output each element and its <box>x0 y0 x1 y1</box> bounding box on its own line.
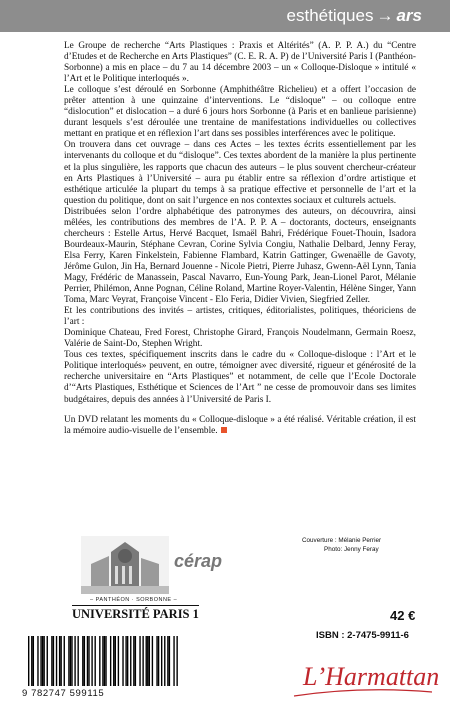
arrow-icon: → <box>376 6 394 25</box>
paragraph-textes: Tous ces textes, spécifiquement inscrits dans le cadre du « Colloque-disloque : l’Art et le Politique interloqués» peuvent, en outre, témoigner avec diversité, rigueur et générosité de la recherche universitaire en “Arts Plastiques” et notamment, de celle que l’Ecole Doctorale d’“Arts Plastiques, Esthétique et Sciences de l’Art ” ne cesse de promouvoir dans ses limites budgétaires, depuis des années à l’Université de Paris I. <box>64 350 416 405</box>
price: 42 € <box>390 608 416 623</box>
paragraph-dvd <box>64 415 416 437</box>
cover-credit: Couverture : Mélanie Perrier <box>302 537 382 544</box>
barcode <box>28 636 178 686</box>
photo-credit: Photo: Jenny Feray <box>324 545 379 553</box>
dvd-text: Un DVD relatant les moments du « Colloque-disloque » a été réalisé. Véritable création, il est la mémoire audio-visuelle de l’ensemble. <box>64 414 416 436</box>
paragraph-intro: Le Groupe de recherche “Arts Plastiques : Praxis et Altérités” (A. P. P. A.) du “Centre d’Etudes et de Recherche en Arts Plastiques” (C. E. R. A. P) de l’Université Paris I (Panthéon-Sorbonne) a mis en place – du 7 au 14 décembre 2003 – un « Colloque-Disloque » intitulé « l’Art et le Politique interloqués ». <box>64 41 416 85</box>
series-title <box>287 6 422 26</box>
series-suffix: ars <box>396 6 422 25</box>
publisher-name: L’Harmattan <box>303 662 440 691</box>
sorbonne-building-logo <box>81 536 169 594</box>
end-square-icon <box>221 427 227 433</box>
paragraph-colloque: Le colloque s’est déroulé en Sorbonne (Amphithéâtre Richelieu) et a offert l’occasion de prêter attention à une quinzaine d’interventions. Le “disloque” – ou colloque entre “dislocution” et dislocation – a duré 6 jours hors Sorbonne (à Paris et en banlieue parisienne) durant lesquels s’est déroulée une trentaine de manifestations individuelles ou collectives mettant en pratique et en réflexion l’art dans ses possibles interférences avec le politique. <box>64 85 416 140</box>
paragraph-invites: Et les contributions des invités – artistes, critiques, éditorialistes, politiques, théoriciens de l’art : <box>64 306 416 328</box>
cerap-logo: cérap <box>174 551 223 571</box>
series-prefix: esthétiques <box>286 6 374 25</box>
university-logo: UNIVERSITÉ PARIS 1 <box>72 607 199 621</box>
isbn: ISBN : 2-7475-9911-6 <box>316 630 409 641</box>
back-cover-text <box>64 41 416 437</box>
paragraph-contributions: Distribuées selon l’ordre alphabétique des patronymes des auteurs, on découvrira, ainsi mêlées, les contributions des membres de l’A. P. P. A – doctorants, docteurs, enseignants chercheurs : Estelle Artus, Hervé Bacquet, Ismaël Bahri, Frédérique Fouet-Thouin, Isadora Bourdeaux-Maurin, Stéphane Cevran, Corine Sylvia Congiu, Nathalie Delbard, Jenny Feray, Elsa Ferry, Karen Finkelstein, Fabienne Flambard, Katrin Gattinger, Gwenaëlle de Gavoty, Jérôme Gulon, Jin Ha, Bernard Jouenne - Nicole Pietri, Pierre Juhasz, Gwenn-Aël Lynn, Tania Magy, Frédéric de Manassein, Pascal Navarro, Eun-Young Park, Jean-Lionel Parot, Mélanie Perrier, Philémon, Anne Pognan, Céline Roland, Martine Royer-Valentin, Hélène Singer, Yann Toma, Marc Veyrat, Françoise Vincent - Elo Feria, Didier Vivien, Siegfried Zeller. <box>64 206 416 306</box>
paragraph-invites-names: Dominique Chateau, Fred Forest, Christophe Girard, François Noudelmann, Germain Roesz, Valérie de Saint-Do, Stephen Wright. <box>64 328 416 350</box>
university-subtitle: – PANTHÉON · SORBONNE – <box>90 597 178 603</box>
barcode-number: 9 782747 599115 <box>22 688 105 699</box>
series-banner <box>0 0 450 32</box>
paragraph-ouvrage: On trouvera dans cet ouvrage – dans ces Actes – les textes écrits essentiellement par les intervenants du colloque et du “disloque”. Ces textes abordent de la manière la plus pertinente et la plus singulière, les rapports que chacun des auteurs – le plus souvent chercheur-créateur en Arts Plastiques à l’Université – aura pu établir entre sa réflexion d’ordre artistique et esthétique articulée la plupart du temps à sa pratique effective et personnelle de l’art et la question du politique, dont on sait l’urgence en nos contextes sociaux et culturels actuels. <box>64 140 416 206</box>
cover-credits <box>302 537 381 554</box>
